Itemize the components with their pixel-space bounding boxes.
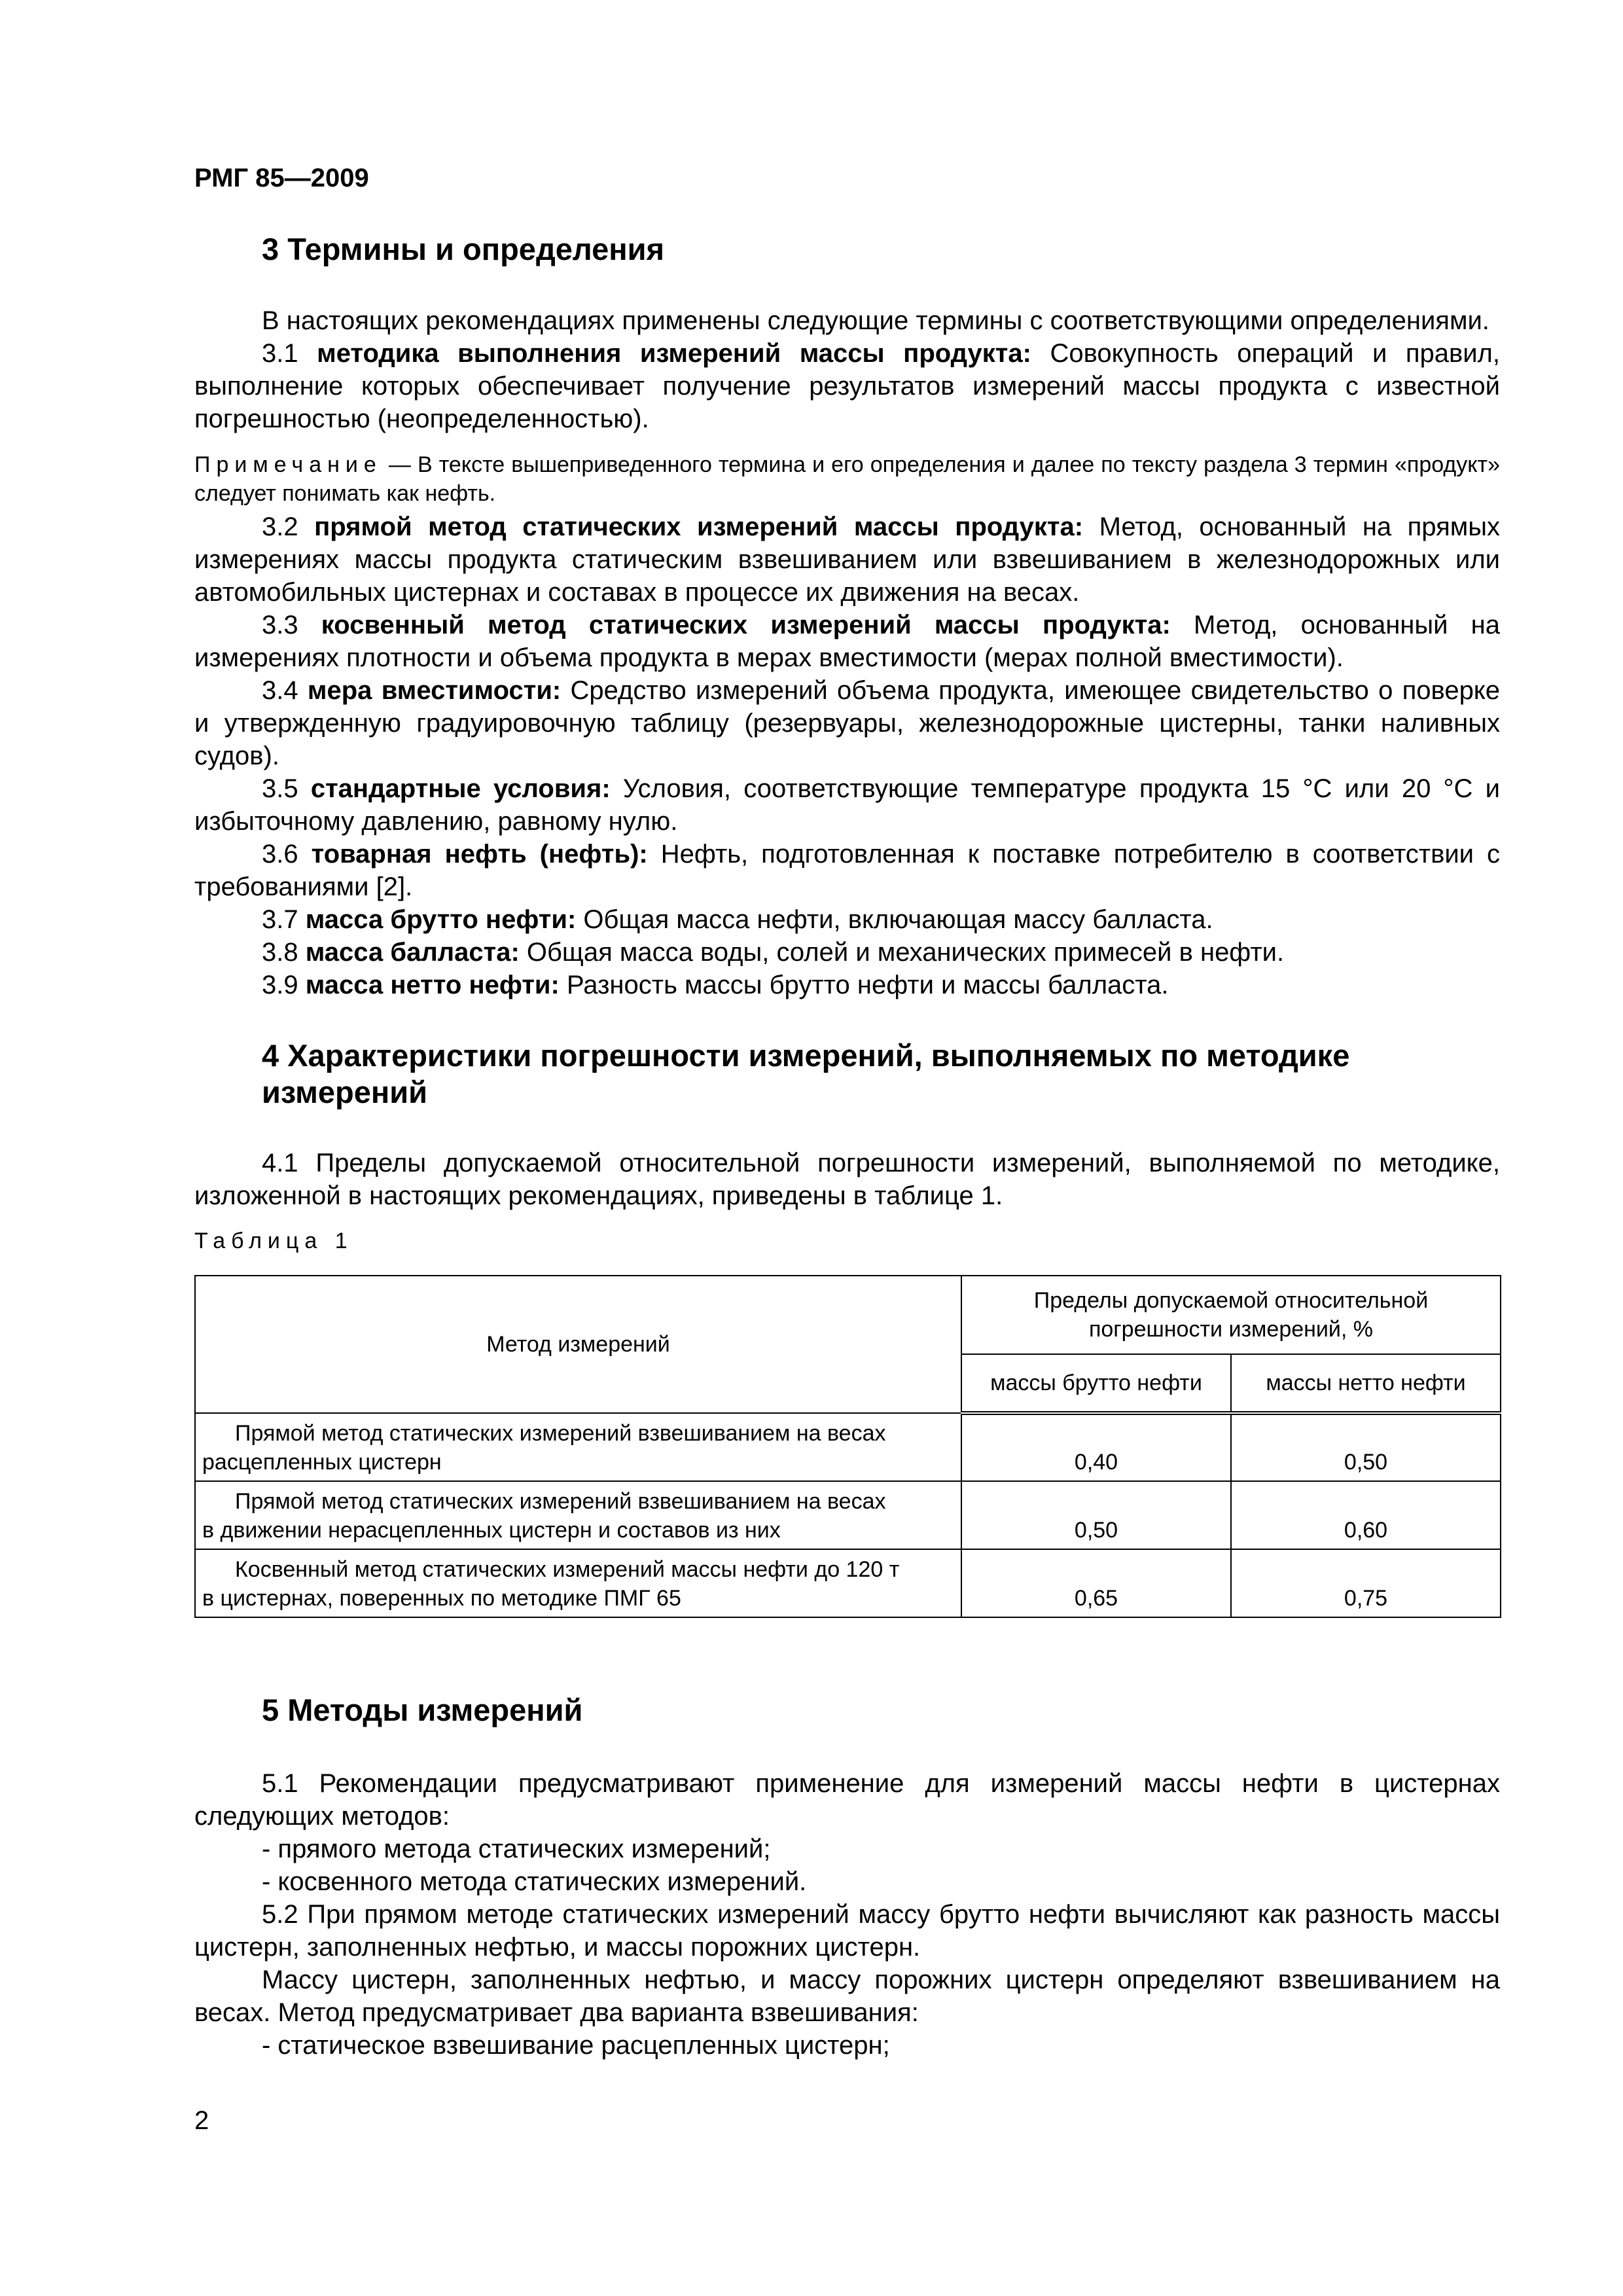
row-net-value: 0,50 [1231, 1413, 1501, 1481]
section-5-body [194, 1767, 1500, 2062]
row-method: Прямой метод статических измерений взвешиванием на весах расцепленных цистерн [195, 1413, 961, 1481]
term-3-4: 3.4 мера вместимости: Средство измерений объема продукта, имеющее свидетельство о поверке и утвержденную градуировочную таблицу (резервуары, железнодорожные цистерны, танки наливных судов). [194, 676, 1501, 770]
section-4-paragraph: 4.1 Пределы допускаемой относительной погрешности измерений, выполняемой по методике, изложенной в настоящих рекомендациях, приведены в таблице 1. [194, 1149, 1500, 1210]
term-3-9: 3.9 масса нетто нефти: Разность массы брутто нефти и массы балласта. [262, 971, 1169, 999]
section-5-title: 5 Методы измерений [262, 1693, 583, 1727]
row-method: Косвенный метод статических измерений массы нефти до 120 т в цистернах, поверенных по методике ПМГ 65 [195, 1549, 961, 1617]
section-3-intro: В настоящих рекомендациях применены следующие термины с соответствующими определениями. [262, 306, 1489, 335]
section-3-block-2 [194, 511, 1500, 1001]
term-3-8: 3.8 масса балласта: Общая масса воды, солей и механических примесей в нефти. [262, 938, 1285, 967]
table-caption: Таблица 1 [194, 1229, 353, 1253]
header-method: Метод измерений [195, 1276, 961, 1413]
list-item: - прямого метода статических измерений; [262, 1835, 771, 1863]
row-gross-value: 0,40 [961, 1413, 1231, 1481]
document-id: РМГ 85—2009 [194, 164, 369, 192]
row-gross-value: 0,50 [961, 1481, 1231, 1549]
paragraph-5-1: 5.1 Рекомендации предусматривают применение для измерений массы нефти в цистернах следующих методов: [194, 1769, 1500, 1831]
note: Примечание — В тексте вышеприведенного термина и его определения и далее по тексту раздела 3 термин «продукт» следует понимать как нефть. [194, 452, 1500, 506]
term-3-5: 3.5 стандартные условия: Условия, соответствующие температуре продукта 15 °С или 20 °С и избыточному давлению, равному нулю. [194, 774, 1501, 836]
row-net-value: 0,75 [1231, 1549, 1501, 1617]
section-3-title: 3 Термины и определения [262, 232, 664, 266]
paragraph-5-2: 5.2 При прямом методе статических измерений массу брутто нефти вычисляют как разность массы цистерн, заполненных нефтью, и массы порожних цистерн. [194, 1900, 1500, 1962]
row-method: Прямой метод статических измерений взвешиванием на весах в движении нерасцепленных цистерн и составов из них [195, 1481, 961, 1549]
row-gross-value: 0,65 [961, 1549, 1231, 1617]
term-3-2: 3.2 прямой метод статических измерений массы продукта: Метод, основанный на прямых измерениях массы продукта статическим взвешиванием или взвешиванием в железнодорожных или автомобильных цистернах и составах в процессе их движения на весах. [194, 512, 1501, 607]
term-3-1: 3.1 методика выполнения измерений массы продукта: Совокупность операций и правил, выполнение которых обеспечивает получение результатов измерений массы продукта с известной погрешностью (неопределенностью). [194, 339, 1501, 433]
term-3-7: 3.7 масса брутто нефти: Общая масса нефти, включающая массу балласта. [262, 905, 1213, 934]
term-3-3: 3.3 косвенный метод статических измерений массы продукта: Метод, основанный на измерениях плотности и объема продукта в мерах вместимости (мерах полной вместимости). [194, 611, 1501, 672]
table-row [195, 1549, 1501, 1617]
header-net: массы нетто нефти [1231, 1354, 1501, 1413]
header-error-limits: Пределы допускаемой относительной погрешности измерений, % [961, 1276, 1501, 1354]
section-4-title: 4 Характеристики погрешности измерений, выполняемых по методике измерений [262, 1038, 1350, 1109]
table-row [195, 1481, 1501, 1549]
error-limits-table [194, 1275, 1501, 1618]
section-3-block-1 [194, 304, 1500, 435]
term-3-6: 3.6 товарная нефть (нефть): Нефть, подготовленная к поставке потребителю в соответствии с требованиями [2]. [194, 840, 1501, 901]
note-block [194, 450, 1500, 508]
page-number: 2 [194, 2106, 209, 2135]
list-item: - косвенного метода статических измерений. [262, 1867, 807, 1896]
row-net-value: 0,60 [1231, 1481, 1501, 1549]
paragraph-5-2-cont: Массу цистерн, заполненных нефтью, и массу порожних цистерн определяют взвешиванием на весах. Метод предусматривает два варианта взвешивания: [194, 1965, 1500, 2027]
section-4-body [194, 1147, 1500, 1212]
table-row [195, 1413, 1501, 1481]
header-gross: массы брутто нефти [961, 1354, 1231, 1413]
list-item: - статическое взвешивание расцепленных цистерн; [262, 2031, 890, 2060]
